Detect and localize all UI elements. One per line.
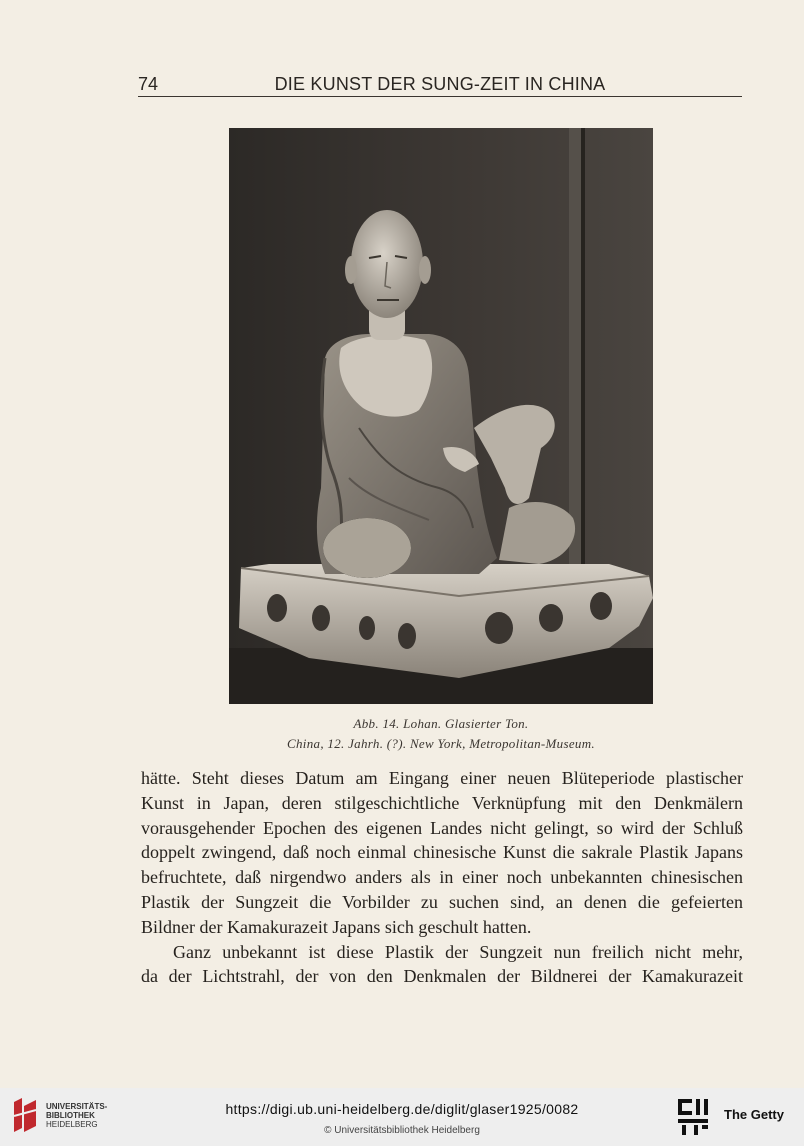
running-header <box>138 72 742 97</box>
page-number: 74 <box>138 74 159 94</box>
figure-caption-line-1: Abb. 14. Lohan. Glasierter Ton. <box>353 716 529 731</box>
body-line: da der Lichtstrahl, der von den Denkmalen der Bildnerei der Kamakurazeit <box>141 966 743 987</box>
library-name-line: HEIDELBERG <box>46 1120 98 1129</box>
library-name-line: BIBLIOTHEK <box>46 1111 95 1120</box>
getty-label: The Getty <box>724 1107 784 1122</box>
body-line: hätte. Steht dieses Datum am Eingang einer neuen Blüteperiode plastischer <box>141 768 743 788</box>
body-line: Ganz unbekannt ist diese Plastik der Sungzeit nun freilich nicht mehr, <box>173 941 743 962</box>
body-line: Kunst in Japan, deren stilgeschichtliche Verknüpfung mit den Denkmälern <box>141 792 743 813</box>
lohan-sculpture-photo <box>229 128 653 704</box>
body-line: Bildner der Kamakurazeit Japans sich geschult hatten. <box>141 916 532 937</box>
body-line: Plastik der Sungzeit die Vorbilder zu suchen sind, an denen die gefeierten <box>141 891 743 912</box>
body-line: doppelt zwingend, daß noch einmal chinesische Kunst die sakrale Plastik Japans <box>141 842 743 863</box>
getty-logo-icon[interactable] <box>676 1097 712 1137</box>
viewer-footer <box>0 1088 804 1146</box>
body-text <box>141 766 743 989</box>
running-title: DIE KUNST DER SUNG-ZEIT IN CHINA <box>274 74 606 94</box>
library-name-line: UNIVERSITÄTS- <box>46 1102 108 1111</box>
figure-caption-line-2: China, 12. Jahrh. (?). New York, Metropolitan-Museum. <box>287 736 595 751</box>
body-line: befruchtete, daß nirgendwo anders als in einer noch unbekannten chinesischen <box>141 867 743 888</box>
body-line: vorausgehender Epochen des eigenen Landes nicht gelingt, so wird der Schluß <box>141 817 743 838</box>
copyright-notice: © Universitätsbibliothek Heidelberg <box>324 1125 480 1136</box>
permalink-url[interactable]: https://digi.ub.uni-heidelberg.de/diglit/glaser1925/0082 <box>225 1101 579 1117</box>
